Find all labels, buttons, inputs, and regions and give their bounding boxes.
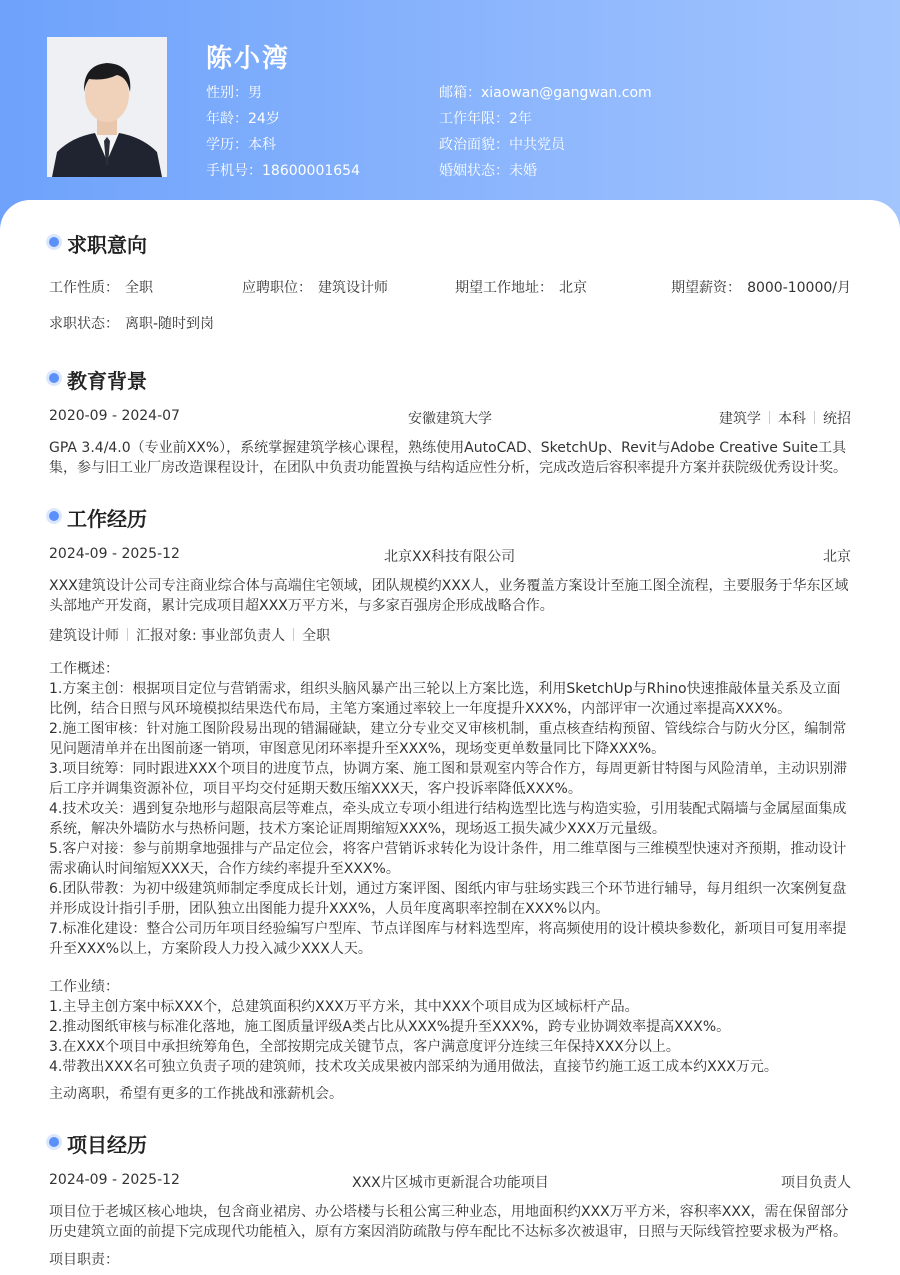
company-description: XXX建筑设计公司专注商业综合体与高端住宅领域，团队规模约XXX人，业务覆盖方案设计至施工图全流程，主要服务于华东区域头部地产开发商，累计完成项目超XXX万平方米，与多家百强房企形成战略合作。 — [49, 578, 849, 614]
overview-item: 6.团队带教：为初中级建筑师制定季度成长计划，通过方案评图、图纸内审与驻场实践三个环节进行辅导，每月组织一次案例复盘并形成设计指引手册，团队独立出图能力提升XXX%，人员年度离职率控制在XXX%以内。 — [49, 881, 847, 917]
project-name: XXX片区城市更新混合功能项目 — [352, 1175, 549, 1191]
profile-info — [206, 82, 866, 186]
bullet-dot-icon — [49, 373, 59, 383]
phone: 手机号：18600001654 — [206, 163, 360, 179]
achievement-item: 4.带教出XXX名可独立负责子项的建筑师，技术攻关成果被内部采纳为通用做法，直接节约施工返工成本约XXX万元。 — [49, 1059, 778, 1075]
edu-tags — [719, 408, 851, 428]
intent-salary: 期望薪资： 8000-10000/月 — [671, 280, 851, 296]
achievement-item: 2.推动图纸审核与标准化落地，施工图质量评级A类占比从XXX%提升至XXX%，跨专业协调效率提高XXX%。 — [49, 1019, 731, 1035]
work-achievements — [49, 977, 851, 1077]
section-title-work: 工作经历 — [49, 503, 147, 532]
leave-reason: 主动离职，希望有更多的工作挑战和涨薪机会。 — [49, 1086, 343, 1102]
work-years: 工作年限：2年 — [439, 111, 532, 127]
edu-description: GPA 3.4/4.0（专业前XX%），系统掌握建筑学核心课程，熟练使用AutoCAD、SketchUp、Revit与Adobe Creative Suite工具集，参与旧工业厂房改造课程设计，在团队中负责功能置换与结构适应性分析，完成改造后容积率提升方案并获院级优秀设计奖。 — [49, 440, 847, 476]
political-status: 政治面貌：中共党员 — [439, 137, 565, 153]
section-title-project: 项目经历 — [49, 1129, 147, 1158]
email: 邮箱：xiaowan@gangwan.com — [439, 85, 652, 101]
work-title: 建筑设计师 — [49, 628, 119, 644]
work-city: 北京 — [823, 549, 851, 565]
project-dates: 2024-09 - 2025-12 — [49, 1172, 180, 1188]
overview-item: 7.标准化建设：整合公司历年项目经验编写户型库、节点详图库与材料选型库，将高频使用的设计模块参数化，新项目可复用率提升至XXX%以上，方案阶段人力投入减少XXX人天。 — [49, 921, 847, 957]
project-role: 项目负责人 — [781, 1175, 851, 1191]
work-overview — [49, 659, 851, 959]
edu-school: 安徽建筑大学 — [408, 411, 492, 427]
bullet-dot-icon — [49, 237, 59, 247]
avatar — [47, 37, 167, 177]
edu-major: 建筑学 — [719, 411, 761, 427]
education-level: 学历：本科 — [206, 137, 276, 153]
achievement-item: 3.在XXX个项目中承担统筹角色，全部按期完成关键节点，客户满意度评分连续三年保持XXX分以上。 — [49, 1039, 680, 1055]
edu-degree: 本科 — [778, 411, 806, 427]
edu-type: 统招 — [823, 411, 851, 427]
marital-status: 婚姻状态：未婚 — [439, 163, 537, 179]
overview-item: 4.技术攻关：遇到复杂地形与超限高层等难点，牵头成立专项小组进行结构选型比选与构造实验，引用装配式隔墙与金属屋面集成系统，解决外墙防水与热桥问题，技术方案论证周期缩短XXX%，现场返工损失减少XXX万元量级。 — [49, 801, 847, 837]
work-type: 全职 — [302, 628, 331, 644]
intent-location: 期望工作地址： 北京 — [455, 280, 587, 296]
candidate-name: 陈小湾 — [206, 44, 291, 74]
achievement-label: 工作业绩： — [49, 979, 119, 995]
gender: 性别：男 — [206, 85, 262, 101]
overview-item: 5.客户对接：参与前期拿地强排与产品定位会，将客户营销诉求转化为设计条件，用二维草图与三维模型快速对齐预期，推动设计需求确认时间缩短XXX天，合作方续约率提升至XXX%。 — [49, 841, 847, 877]
work-tags — [49, 625, 330, 645]
overview-label: 工作概述： — [49, 661, 119, 677]
intent-position: 应聘职位： 建筑设计师 — [242, 280, 388, 296]
section-title-education: 教育背景 — [49, 365, 147, 394]
project-description: 项目位于老城区核心地块，包含商业裙房、办公塔楼与长租公寓三种业态，用地面积约XXX万平方米，容积率XXX，需在保留部分历史建筑立面的前提下完成现代功能植入，原有方案因消防疏散与停车配比不达标多次被退审，日照与天际线管控要求极为严格。 — [49, 1204, 849, 1240]
work-report-to: 汇报对象: 事业部负责人 — [136, 628, 286, 644]
resume-body — [0, 200, 900, 1275]
work-dates: 2024-09 - 2025-12 — [49, 546, 180, 562]
overview-item: 1.方案主创：根据项目定位与营销需求，组织头脑风暴产出三轮以上方案比选，利用SketchUp与Rhino快速推敲体量关系及立面比例，结合日照与风环境模拟结果迭代布局，主笔方案通过率较上一年度提升XXX%，内部评审一次通过率提高XXX%。 — [49, 681, 841, 717]
section-title-intent: 求职意向 — [49, 229, 147, 258]
overview-item: 2.施工图审核：针对施工图阶段易出现的错漏碰缺，建立分专业交叉审核机制，重点核查结构预留、管线综合与防火分区，编制常见问题清单并在出图前逐一销项，审图意见闭环率提升至XXX%，现场变更单数量同比下降XXX%。 — [49, 721, 847, 757]
intent-type: 工作性质： 全职 — [49, 280, 153, 296]
achievement-item: 1.主导主创方案中标XXX个，总建筑面积约XXX万平方米，其中XXX个项目成为区域标杆产品。 — [49, 999, 639, 1015]
age: 年龄：24岁 — [206, 111, 280, 127]
bullet-dot-icon — [49, 511, 59, 521]
edu-dates: 2020-09 - 2024-07 — [49, 408, 180, 424]
bullet-dot-icon — [49, 1137, 59, 1147]
overview-item: 3.项目统筹：同时跟进XXX个项目的进度节点，协调方案、施工图和景观室内等合作方，每周更新甘特图与风险清单，主动识别滞后工序并调集资源补位，项目平均交付延期天数压缩XXX天，客户投诉率降低XXX%。 — [49, 761, 848, 797]
intent-status: 求职状态： 离职-随时到岗 — [49, 316, 215, 332]
project-duty-label: 项目职责： — [49, 1252, 119, 1268]
work-company: 北京XX科技有限公司 — [384, 549, 516, 565]
